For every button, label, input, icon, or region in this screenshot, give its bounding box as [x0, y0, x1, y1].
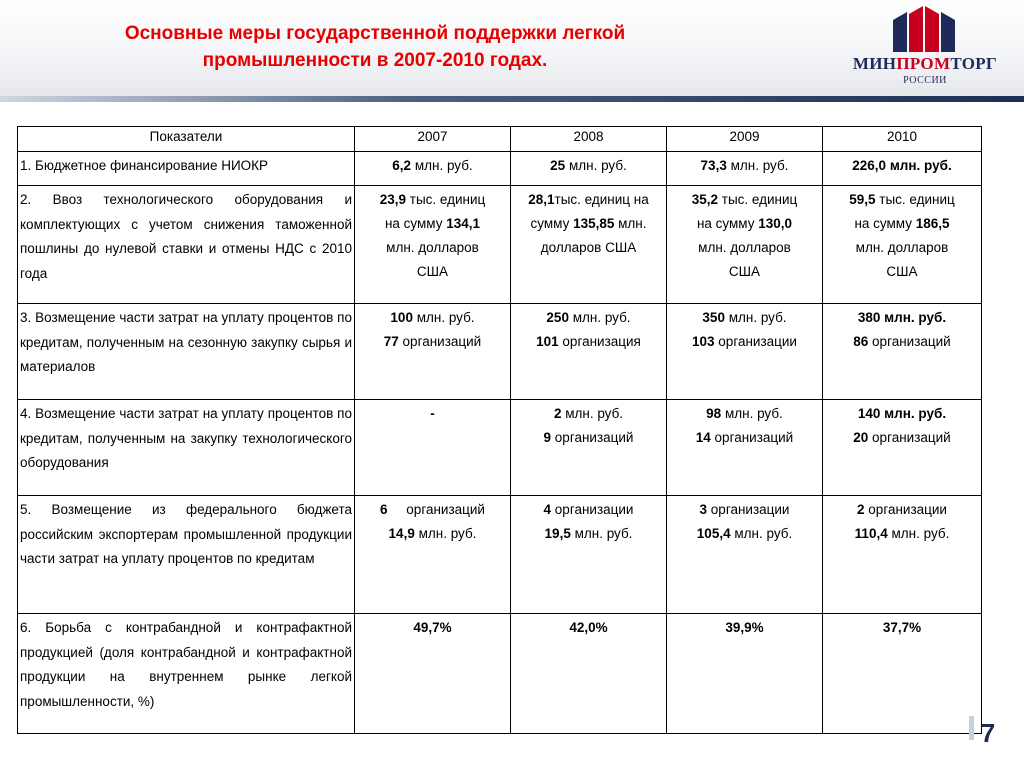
logo-name-part1: МИН	[852, 54, 897, 73]
row-label: 6. Борьба с контрабандной и контрафактной продукцией (доля контрабандной и контрафактной продукции на внутреннем рынке легкой промышленности, %)	[18, 614, 355, 734]
value-line	[357, 212, 508, 236]
value-number: 100	[390, 310, 413, 325]
value-text: США	[416, 264, 449, 279]
value-cell-2007	[355, 152, 511, 186]
value-text: млн. руб.	[414, 526, 477, 541]
value-number: 59,5	[849, 192, 876, 207]
value-cell-2009	[667, 186, 823, 304]
value-line	[669, 236, 820, 260]
value-number: 2	[857, 502, 865, 517]
value-text: млн. руб.	[887, 526, 950, 541]
value-line	[357, 330, 508, 354]
value-number: 4	[543, 502, 552, 517]
value-number: 86	[853, 334, 869, 349]
value-number: 101	[536, 334, 559, 349]
value-line	[825, 330, 979, 354]
value-line	[669, 260, 820, 284]
value-line	[357, 306, 508, 330]
value-cell-2008	[511, 152, 667, 186]
header-year-2007: 2007	[355, 127, 511, 152]
value-line	[513, 426, 664, 450]
value-line	[513, 616, 664, 640]
value-text: млн. руб.	[568, 310, 631, 325]
logo-name-part3: ТОРГ	[950, 54, 998, 73]
value-number: 49,7%	[413, 620, 452, 635]
value-text: тыс. единиц	[718, 192, 798, 207]
table-body	[18, 152, 982, 734]
value-line	[513, 188, 664, 212]
value-cell-2010	[823, 400, 982, 496]
value-text: млн. руб.	[726, 158, 789, 173]
value-number: 77	[383, 334, 399, 349]
value-line	[669, 154, 820, 178]
value-number: 14,9	[388, 526, 415, 541]
value-text: США	[728, 264, 761, 279]
value-cell-2010	[823, 186, 982, 304]
value-cell-2007	[355, 186, 511, 304]
value-cell-2008	[511, 614, 667, 734]
value-cell-2009	[667, 152, 823, 186]
value-number: 28,1	[528, 192, 555, 207]
value-line	[825, 402, 979, 426]
table-row	[18, 496, 982, 614]
value-line	[357, 522, 508, 546]
value-number: 23,9	[379, 192, 407, 207]
value-cell-2009	[667, 400, 823, 496]
value-line	[825, 188, 979, 212]
value-text: организации	[714, 334, 797, 349]
value-number: 105,4	[696, 526, 731, 541]
value-text: млн. долларов	[386, 240, 479, 255]
value-line	[513, 236, 664, 260]
support-measures-table	[17, 126, 982, 734]
value-line	[825, 522, 979, 546]
value-number: 110,4	[854, 526, 888, 541]
value-cell-2008	[511, 186, 667, 304]
value-cell-2008	[511, 304, 667, 400]
table-row	[18, 152, 982, 186]
value-number: 2	[553, 406, 562, 421]
value-text: организация	[558, 334, 641, 349]
row-label: 2. Ввоз технологического оборудования и комплектующих с учетом снижения таможенной пошлины до нулевой ставки и отмены НДС с 2010 года	[18, 186, 355, 304]
value-line	[825, 498, 979, 522]
header-indicators: Показатели	[18, 127, 355, 152]
value-number: 9	[543, 430, 552, 445]
value-number: 25	[550, 158, 566, 173]
value-text: на сумму	[854, 216, 916, 231]
value-cell-2008	[511, 400, 667, 496]
value-number: 380 млн. руб.	[857, 310, 947, 325]
value-line	[513, 330, 664, 354]
value-text: млн. руб.	[724, 310, 787, 325]
value-number: 3	[699, 502, 708, 517]
value-text: организации	[707, 502, 790, 517]
value-text: организаций	[710, 430, 794, 445]
value-line	[669, 330, 820, 354]
header-year-2009: 2009	[667, 127, 823, 152]
row-label: 1. Бюджетное финансирование НИОКР	[18, 152, 355, 186]
value-line	[357, 236, 508, 260]
value-line	[825, 212, 979, 236]
value-text: организаций	[387, 502, 485, 517]
value-line	[669, 522, 820, 546]
table-row	[18, 400, 982, 496]
value-text: млн.	[614, 216, 647, 231]
table-row	[18, 304, 982, 400]
value-cell-2008	[511, 496, 667, 614]
value-cell-2007	[355, 614, 511, 734]
value-text: организаций	[398, 334, 482, 349]
value-line	[825, 260, 979, 284]
value-line	[513, 154, 664, 178]
value-line	[513, 306, 664, 330]
value-line	[669, 498, 820, 522]
value-line	[825, 306, 979, 330]
logo-subtitle: РОССИИ	[903, 75, 947, 86]
value-number: 19,5	[544, 526, 571, 541]
value-line	[669, 212, 820, 236]
value-number: 39,9%	[725, 620, 764, 635]
value-line	[669, 616, 820, 640]
value-line	[513, 212, 664, 236]
slide-title	[20, 20, 730, 74]
value-line	[825, 426, 979, 450]
logo-emblem-icon	[887, 4, 963, 54]
value-cell-2010	[823, 614, 982, 734]
value-line	[357, 498, 508, 522]
logo-name	[840, 54, 1010, 74]
value-text: млн. долларов	[698, 240, 791, 255]
value-number: 135,85	[573, 216, 615, 231]
header-year-2010: 2010	[823, 127, 982, 152]
value-cell-2009	[667, 496, 823, 614]
value-line	[513, 498, 664, 522]
page-number: 7	[980, 718, 996, 748]
header-year-2008: 2008	[511, 127, 667, 152]
value-text: организаций	[868, 430, 951, 445]
value-text: организаций	[551, 430, 634, 445]
value-number: 140 млн. руб.	[857, 406, 947, 421]
slide-header	[0, 0, 1024, 96]
value-line	[825, 154, 979, 178]
value-line	[513, 402, 664, 426]
value-number: 103	[692, 334, 715, 349]
value-number: 250	[546, 310, 569, 325]
value-line	[357, 154, 508, 178]
value-text: организации	[551, 502, 634, 517]
value-cell-2010	[823, 152, 982, 186]
value-line	[513, 522, 664, 546]
minpromtorg-logo	[840, 4, 1010, 94]
value-number: 350	[702, 310, 725, 325]
value-text: организации	[864, 502, 947, 517]
value-text: США	[886, 264, 918, 279]
value-number: 42,0%	[569, 620, 608, 635]
value-number: 226,0 млн. руб.	[852, 158, 952, 173]
value-text: млн. руб.	[561, 406, 624, 421]
value-text: тыс. единиц	[406, 192, 486, 207]
value-line	[669, 402, 820, 426]
value-number: 98	[706, 406, 722, 421]
value-cell-2007	[355, 400, 511, 496]
header-divider-bar	[0, 96, 1024, 102]
table-header-row	[18, 127, 982, 152]
value-number: 6,2	[392, 158, 412, 173]
value-text: млн. руб.	[730, 526, 793, 541]
value-text: млн. долларов	[855, 240, 949, 255]
logo-name-part2: ПРОМ	[896, 54, 951, 73]
value-line	[669, 306, 820, 330]
value-number: 37,7%	[882, 620, 922, 635]
value-text: тыс. единиц на	[554, 192, 649, 207]
title-line-1: Основные меры государственной поддержки легкой	[124, 23, 626, 44]
value-line	[357, 616, 508, 640]
value-text: на сумму	[384, 216, 447, 231]
value-text: организаций	[868, 334, 951, 349]
row-label: 5. Возмещение из федерального бюджета российским экспортерам промышленной продукции части затрат на уплату процентов по кредитам	[18, 496, 355, 614]
value-text: на сумму	[696, 216, 759, 231]
value-line	[669, 188, 820, 212]
value-line	[825, 236, 979, 260]
value-number: 35,2	[691, 192, 719, 207]
value-text: долларов США	[540, 240, 637, 255]
value-cell-2010	[823, 496, 982, 614]
value-text: сумму	[530, 216, 574, 231]
value-number: 130,0	[758, 216, 793, 231]
row-label: 3. Возмещение части затрат на уплату процентов по кредитам, полученным на сезонную закупку сырья и материалов	[18, 304, 355, 400]
value-cell-2010	[823, 304, 982, 400]
value-text: млн. руб.	[565, 158, 627, 173]
table-row	[18, 614, 982, 734]
table-row	[18, 186, 982, 304]
value-line	[825, 616, 979, 640]
value-number: 6	[380, 502, 388, 517]
value-number: 14	[695, 430, 711, 445]
value-line	[357, 402, 508, 426]
value-number: 73,3	[700, 158, 727, 173]
value-text: млн. руб.	[412, 310, 475, 325]
value-number: 186,5	[915, 216, 950, 231]
value-cell-2007	[355, 304, 511, 400]
value-line	[669, 426, 820, 450]
value-number: -	[430, 406, 435, 421]
value-text: тыс. единиц	[875, 192, 955, 207]
value-text: млн. руб.	[570, 526, 633, 541]
value-text: млн. руб.	[411, 158, 473, 173]
value-cell-2009	[667, 614, 823, 734]
value-number: 134,1	[446, 216, 481, 231]
value-number: 20	[853, 430, 869, 445]
value-line	[357, 188, 508, 212]
value-text: млн. руб.	[721, 406, 783, 421]
title-line-2: промышленности в 2007-2010 годах.	[202, 50, 548, 71]
value-line	[357, 260, 508, 284]
value-cell-2009	[667, 304, 823, 400]
row-label: 4. Возмещение части затрат на уплату процентов по кредитам, полученным на закупку технологического оборудования	[18, 400, 355, 496]
value-cell-2007	[355, 496, 511, 614]
